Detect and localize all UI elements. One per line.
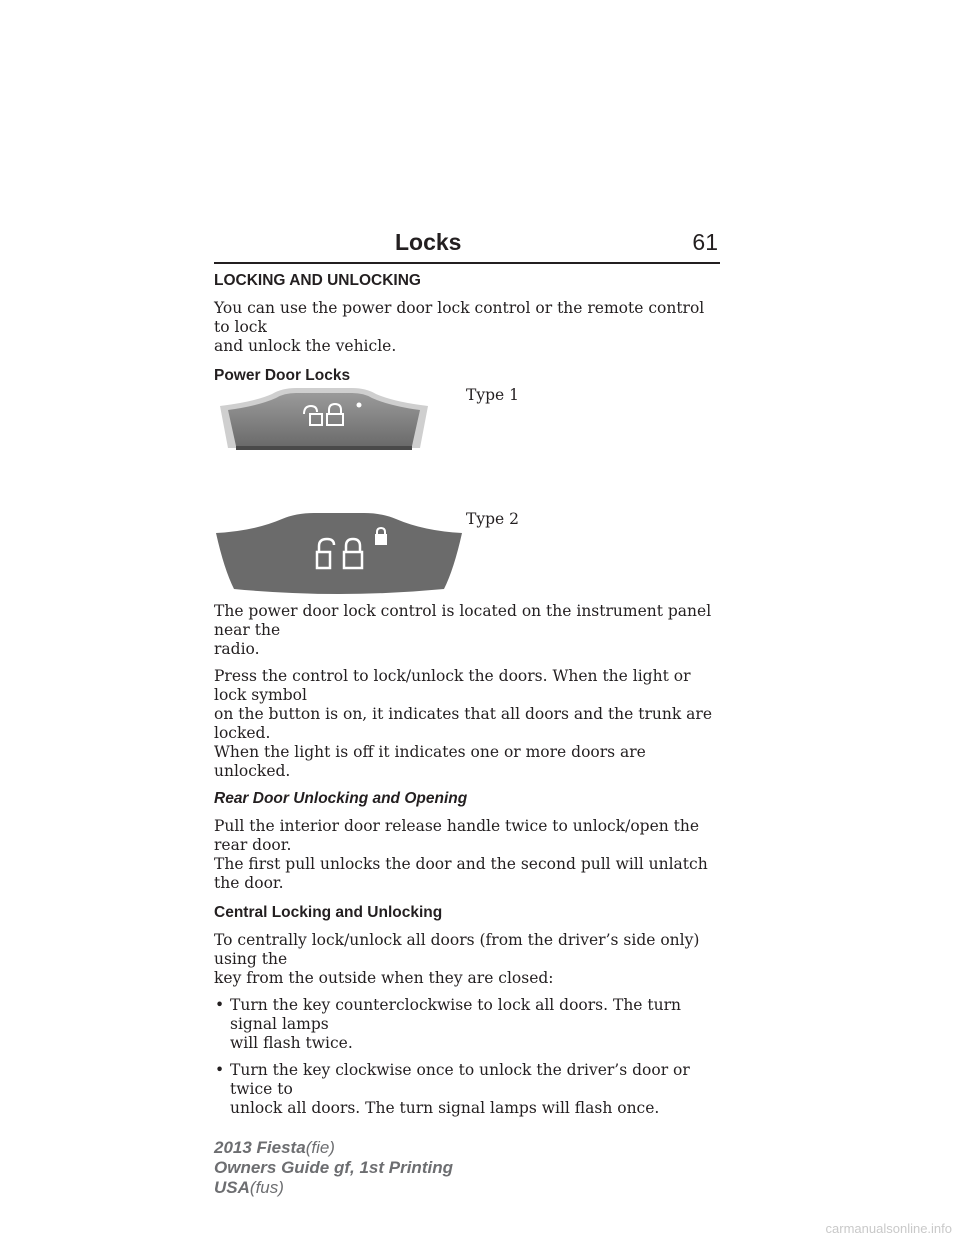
bullet-icon: • bbox=[215, 996, 225, 1014]
footer-market-code: (fus) bbox=[249, 1178, 284, 1197]
page-number: 61 bbox=[692, 229, 718, 255]
bullet-1-line-2: will flash twice. bbox=[230, 1034, 353, 1052]
type1-lock-switch-image bbox=[214, 384, 434, 470]
rear-door-line-2: The first pull unlocks the door and the second pull will unlatch the door. bbox=[214, 855, 708, 892]
rear-door-heading: Rear Door Unlocking and Opening bbox=[214, 790, 468, 807]
central-intro-line-2: key from the outside when they are closed: bbox=[214, 969, 554, 987]
footer-guide: Owners Guide gf, 1st Printing bbox=[214, 1158, 453, 1177]
indicator-light-icon bbox=[357, 403, 362, 408]
type2-lock-switch-image bbox=[214, 507, 464, 599]
location-line-1: The power door lock control is located on the instrument panel near the bbox=[214, 602, 712, 639]
type2-label: Type 2 bbox=[466, 510, 519, 528]
chapter-title: Locks bbox=[395, 229, 462, 255]
intro-line-2: and unlock the vehicle. bbox=[214, 337, 397, 355]
bullet-1-line-1: Turn the key counterclockwise to lock all doors. The turn signal lamps bbox=[230, 996, 681, 1033]
rear-door-line-1: Pull the interior door release handle twice to unlock/open the rear door. bbox=[214, 817, 700, 854]
press-line-1: Press the control to lock/unlock the doors. When the light or lock symbol bbox=[214, 667, 691, 704]
list-item bbox=[214, 1061, 720, 1118]
footer-market: USA bbox=[214, 1178, 250, 1197]
location-line-2: radio. bbox=[214, 640, 260, 658]
page-content bbox=[214, 268, 720, 1118]
press-line-3: When the light is off it indicates one or more doors are unlocked. bbox=[214, 743, 646, 780]
footer-model-code: (fie) bbox=[305, 1138, 335, 1157]
page-footer bbox=[214, 1138, 453, 1198]
bullet-2-line-2: unlock all doors. The turn signal lamps will flash once. bbox=[230, 1099, 660, 1117]
footer-model: 2013 Fiesta bbox=[214, 1138, 306, 1157]
central-locking-heading: Central Locking and Unlocking bbox=[214, 904, 443, 921]
type2-figure bbox=[214, 510, 720, 602]
list-item bbox=[214, 996, 720, 1053]
section-heading: LOCKING AND UNLOCKING bbox=[214, 272, 421, 289]
intro-line-1: You can use the power door lock control or the remote control to lock bbox=[214, 299, 705, 336]
type1-label: Type 1 bbox=[466, 386, 519, 404]
bullet-icon: • bbox=[215, 1061, 225, 1079]
type1-figure bbox=[214, 386, 720, 510]
central-intro-line-1: To centrally lock/unlock all doors (from the driver’s side only) using the bbox=[214, 931, 700, 968]
page-header bbox=[214, 226, 720, 264]
press-line-2: on the button is on, it indicates that all doors and the trunk are locked. bbox=[214, 705, 712, 742]
power-door-locks-heading: Power Door Locks bbox=[214, 367, 351, 384]
bullet-2-line-1: Turn the key clockwise once to unlock the driver’s door or twice to bbox=[230, 1061, 690, 1098]
watermark: carmanualsonline.info bbox=[825, 1221, 952, 1236]
